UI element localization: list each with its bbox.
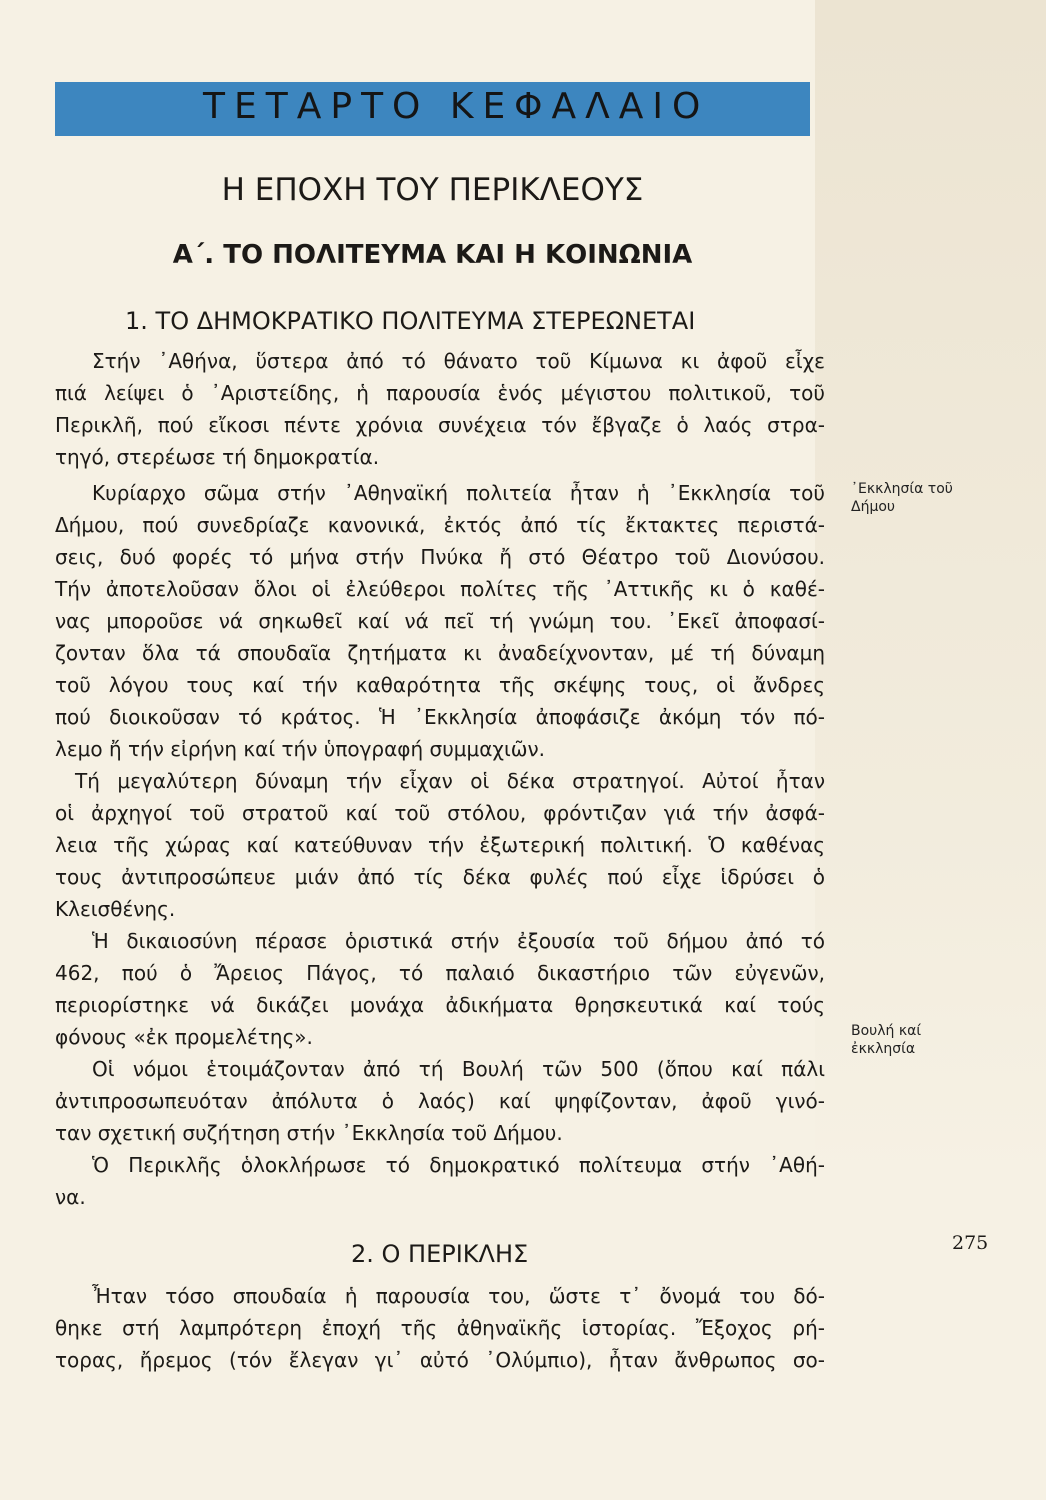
text-line: τηγό, στερέωσε τή δημοκρατία. (55, 445, 380, 469)
text-line: Δήμου, πού συνεδρίαζε κανονικά, ἐκτός ἀπό τίς ἔκτακτες περιστά- (55, 513, 825, 537)
text-line: Στήν ᾿Αθήνα, ὕστερα ἀπό τό θάνατο τοῦ Κίμωνα κι ἀφοῦ εἶχε (92, 349, 825, 373)
margin-note-line: ἐκκλησία (851, 1041, 916, 1057)
text-line: θηκε στή λαμπρότερη ἐποχή τῆς ἀθηναϊκῆς ἱστορίας. Ἔξοχος ρή- (55, 1316, 825, 1340)
text-line: 462, πού ὁ Ἄρειος Πάγος, τό παλαιό δικαστήριο τῶν εὐγενῶν, (55, 961, 825, 985)
text-line: τοῦ λόγου τους καί τήν καθαρότητα τῆς σκέψης τους, οἱ ἄνδρες (55, 673, 825, 697)
text-line: σεις, δυό φορές τό μήνα στήν Πνύκα ἤ στό Θέατρο τοῦ Διονύσου. (55, 545, 825, 569)
background-photo-ghost (815, 0, 1046, 1180)
text-line: περιορίστηκε νά δικάζει μονάχα ἀδικήματα θρησκευτικά καί τούς (55, 993, 825, 1017)
text-line: λεμο ἤ τήν εἰρήνη καί τήν ὑπογραφή συμμαχιῶν. (55, 737, 546, 761)
chapter-title: Η ΕΠΟΧΗ ΤΟΥ ΠΕΡΙΚΛΕΟΥΣ (221, 172, 644, 208)
text-line: ἀντιπροσωπευόταν ἀπόλυτα ὁ λαός) καί ψηφίζονταν, ἀφοῦ γινό- (55, 1089, 825, 1113)
text-line: ζονταν ὅλα τά σπουδαῖα ζητήματα κι ἀναδείχνονταν, μέ τή δύναμη (55, 641, 825, 665)
chapter-banner (55, 82, 810, 136)
text-line: Κυρίαρχο σῶμα στήν ᾿Αθηναϊκή πολιτεία ἦταν ἡ ᾿Εκκλησία τοῦ (92, 481, 825, 505)
part-title: Α΄. ΤΟ ΠΟΛΙΤΕΥΜΑ ΚΑΙ Η ΚΟΙΝΩΝΙΑ (172, 240, 693, 270)
text-line: Ὁ Περικλῆς ὁλοκλήρωσε τό δημοκρατικό πολίτευμα στήν ᾿Αθή- (92, 1153, 825, 1177)
text-line: Ἦταν τόσο σπουδαία ἡ παρουσία του, ὥστε τ᾿ ὄνομά του δό- (92, 1284, 825, 1308)
text-line: Ἡ δικαιοσύνη πέρασε ὁριστικά στήν ἐξουσία τοῦ δήμου ἀπό τό (92, 929, 825, 953)
text-line: Οἱ νόμοι ἑτοιμάζονταν ἀπό τή Βουλή τῶν 500 (ὅπου καί πάλι (92, 1057, 825, 1081)
text-line: οἱ ἀρχηγοί τοῦ στρατοῦ καί τοῦ στόλου, φρόντιζαν γιά τήν ἀσφά- (55, 801, 825, 825)
text-line: Περικλῆ, πού εἴκοσι πέντε χρόνια συνέχεια τόν ἔβγαζε ὁ λαός στρα- (55, 413, 825, 437)
text-line: Τήν ἀποτελοῦσαν ὅλοι οἱ ἐλεύθεροι πολίτες τῆς ᾿Αττικῆς κι ὁ καθέ- (55, 577, 825, 601)
text-line: λεια τῆς χώρας καί κατεύθυναν τήν ἐξωτερική πολιτική. Ὁ καθένας (55, 833, 825, 857)
text-line: τους ἀντιπροσώπευε μιάν ἀπό τίς δέκα φυλές πού εἶχε ἱδρύσει ὁ (55, 865, 825, 889)
margin-note-line: Δήμου (851, 499, 896, 515)
section-2-title: 2. Ο ΠΕΡΙΚΛΗΣ (351, 1240, 529, 1268)
chapter-label: ΤΕΤΑΡΤΟ ΚΕΦΑΛΑΙΟ (203, 86, 710, 127)
text-line: Τή μεγαλύτερη δύναμη τήν εἶχαν οἱ δέκα στρατηγοί. Αὐτοί ἦταν (75, 769, 825, 793)
margin-note-line: ᾿Εκκλησία τοῦ (851, 481, 953, 497)
section-1-title: 1. ΤΟ ΔΗΜΟΚΡΑΤΙΚΟ ΠΟΛΙΤΕΥΜΑ ΣΤΕΡΕΩΝΕΤΑΙ (125, 307, 696, 335)
page-number: 275 (952, 1232, 989, 1254)
margin-note (851, 1022, 921, 1058)
text-line: τορας, ἤρεμος (τόν ἔλεγαν γι᾿ αὐτό ᾿Ολύμπιο), ἦταν ἄνθρωπος σο- (55, 1348, 825, 1372)
text-line: ταν σχετική συζήτηση στήν ᾿Εκκλησία τοῦ Δήμου. (55, 1121, 563, 1145)
margin-note (851, 480, 953, 516)
text-line: νας μποροῦσε νά σηκωθεῖ καί νά πεῖ τή γνώμη του. ᾿Εκεῖ ἀποφασί- (55, 609, 825, 633)
margin-note-line: Βουλή καί (851, 1023, 922, 1039)
text-line: πιά λείψει ὁ ᾿Αριστείδης, ἡ παρουσία ἑνός μέγιστου πολιτικοῦ, τοῦ (55, 381, 825, 405)
text-line: Κλεισθένης. (55, 897, 176, 921)
text-line: φόνους «ἐκ προμελέτης». (55, 1025, 313, 1049)
text-line: πού διοικοῦσαν τό κράτος. Ἡ ᾿Εκκλησία ἀποφάσιζε ἀκόμη τόν πό- (55, 705, 825, 729)
text-line: να. (55, 1185, 86, 1209)
